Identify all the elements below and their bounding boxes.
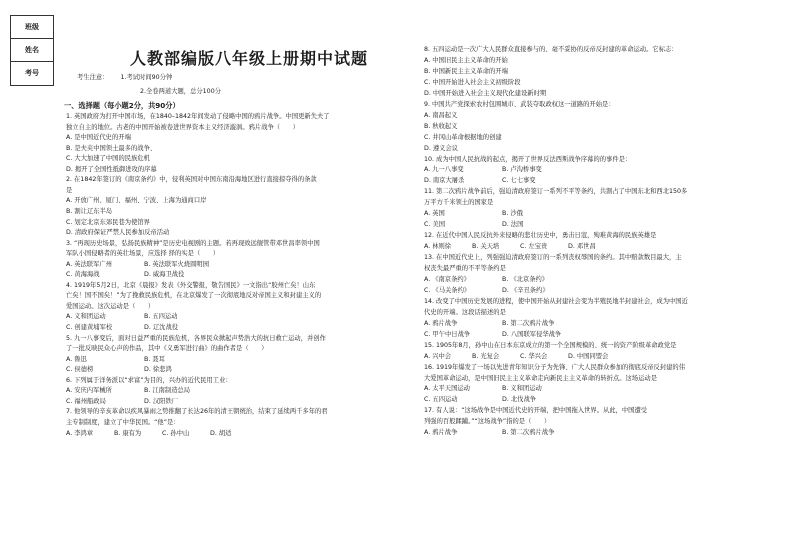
right-q4-option[interactable]: A. 英国 bbox=[424, 210, 445, 218]
right-q8-option[interactable]: A. 兴中会 bbox=[424, 352, 452, 360]
right-q1-option[interactable]: B. 中国新民主主义革命的开端 bbox=[424, 67, 508, 75]
left-question-3-text: 军队小国侵略者的英壮场景，应选择 择的实是（ ） bbox=[66, 250, 220, 258]
left-question-7-text: 7. 他领导的辛亥革命以疾风暴雨之势推翻了长达26年的清王朝统治，结束了延续两千多年的君 bbox=[66, 408, 328, 416]
left-q2-option[interactable]: D. 清政府保证严禁人民参加反帝活动 bbox=[66, 229, 170, 237]
right-q4-option[interactable]: B. 沙俄 bbox=[502, 210, 523, 218]
right-q6-option[interactable]: D. 《辛丑条约》 bbox=[502, 286, 549, 294]
right-q7-option[interactable]: D. 八国联军侵华战争 bbox=[502, 330, 562, 338]
left-question-3-text: 3. “再现历史场景，弘扬民族精神”是历史电视剧的主题。若再现致远舰管带邓世昌率领中国 bbox=[66, 239, 320, 247]
right-q7-option[interactable]: C. 甲午中日战争 bbox=[424, 330, 471, 338]
right-q3-option[interactable]: D. 南京大屠杀 bbox=[424, 177, 465, 185]
exam-notice: 考生注意： 1.考试时间90分钟 bbox=[77, 74, 173, 81]
name-field[interactable]: 姓名 bbox=[11, 39, 53, 62]
right-question-9-text: 16. 1919年爆发了一场以先进青年知识分子为先锋、广大人民群众参加的彻底反帝反封建的伟 bbox=[424, 363, 686, 371]
right-q10-option[interactable]: B. 第二次鸦片战争 bbox=[502, 429, 555, 437]
left-q6-option[interactable]: A. 安庆内军械所 bbox=[66, 387, 112, 395]
right-q5-option[interactable]: A. 林则徐 bbox=[424, 243, 452, 251]
right-q8-option[interactable]: B. 光复会 bbox=[472, 352, 500, 360]
exam-notice-2: 2.全卷两道大题，总分100分 bbox=[140, 88, 221, 95]
left-question-5-text: 5. 九一八事变后，面对日益严重的民族危机，各界民众掀起声势浩大的抗日救亡运动，并创作 bbox=[66, 334, 326, 342]
right-q5-option[interactable]: B. 关天培 bbox=[472, 243, 500, 251]
right-q1-option[interactable]: A. 中国旧民主主义革命的开始 bbox=[424, 56, 508, 64]
right-q4-option[interactable]: D. 法国 bbox=[502, 221, 524, 229]
left-question-4-text: 亡矣！国不国矣！”为了挽救民族危机，在北京爆发了一次彻底地反对帝国主义和封建主义的 bbox=[66, 292, 322, 300]
right-q3-option[interactable]: A. 九一八事变 bbox=[424, 166, 464, 174]
right-q2-option[interactable]: A. 南昌起义 bbox=[424, 111, 458, 119]
left-q4-option[interactable]: D. 辽沈战役 bbox=[144, 324, 179, 331]
left-question-2-text: 2. 在1842年签订的《南京条约》中，侵利英国对中国东南沿海地区进行直接掠夺得的条款 bbox=[66, 176, 317, 184]
right-q5-option[interactable]: C. 左宝贵 bbox=[520, 243, 548, 251]
right-question-7-text: 代史的开端。这段话描述的是 bbox=[424, 308, 506, 316]
left-q6-option[interactable]: B. 江南制造总局 bbox=[144, 387, 191, 395]
right-question-10-text: 17. 有人说：“这场战争是中国近代史的开端，把中国拖入世界。从此，中国遭受 bbox=[424, 407, 648, 415]
left-q7-option[interactable]: A. 李鸿章 bbox=[66, 429, 94, 437]
right-q9-option[interactable]: A. 太平天国运动 bbox=[424, 385, 470, 393]
section-heading: 一、选择题（每小题2分，共90分） bbox=[64, 101, 180, 110]
right-question-10-text: 列强的百般蹂躏。”“这场战争”指的是（ ） bbox=[424, 418, 551, 426]
right-q7-option[interactable]: A. 鸦片战争 bbox=[424, 319, 458, 327]
left-question-7-text: 主专制制度，建立了中华民国。“他”是： bbox=[66, 418, 180, 426]
left-q7-option[interactable]: D. 胡适 bbox=[210, 429, 232, 437]
left-q6-option[interactable]: D. 汉阳铁厂 bbox=[144, 397, 179, 405]
left-question-6-text: 6. 下列属于洋务派以“求富”为目的，兴办的近代民用工业： bbox=[66, 376, 232, 384]
right-q3-option[interactable]: C. 七七事变 bbox=[502, 177, 536, 185]
left-q3-option[interactable]: A. 英法联军广州 bbox=[66, 260, 112, 268]
right-question-9-text: 大爱国革命运动，是中国旧民主主义革命走向新民主主义革命的转折点。这场运动是 bbox=[424, 374, 657, 382]
right-question-8-text: 15. 1905年8月，孙中山在日本东京成立的第一个全国规模的、统一的资产阶级革命政党是 bbox=[424, 341, 677, 349]
left-question-1-text: 独立自主的地位。古老的中国开始被卷进世界资本主义经济漩涡。鸦片战争（ ） bbox=[66, 123, 299, 131]
right-question-5-text: 12. 在近代中国人民反抗外来侵略的悲壮历史中，勇击日寇，殉难黄海的民族英雄是 bbox=[424, 232, 657, 240]
left-q5-option[interactable]: B. 聂耳 bbox=[144, 355, 165, 363]
left-q1-option[interactable]: D. 揭开了全国性抵御进攻的序幕 bbox=[66, 165, 157, 173]
left-q5-option[interactable]: C. 侯德榜 bbox=[66, 366, 94, 374]
left-q5-option[interactable]: A. 鲁迅 bbox=[66, 355, 87, 363]
left-q3-option[interactable]: C. 黄海海战 bbox=[66, 271, 100, 279]
right-q1-option[interactable]: C. 中国开始进入社会主义初级阶段 bbox=[424, 78, 521, 86]
left-q7-option[interactable]: B. 康有为 bbox=[114, 429, 142, 437]
right-question-4-text: 万平方千米领土的国家是 bbox=[424, 199, 494, 207]
right-q6-option[interactable]: A. 《南京条约》 bbox=[424, 275, 470, 283]
left-q3-option[interactable]: D. 威海卫战役 bbox=[144, 271, 185, 279]
left-q2-option[interactable]: B. 割让辽东半岛 bbox=[66, 207, 113, 215]
left-question-4-text: 4. 1919年5月2日，北京《晨报》发表《外交警报，敬告国民》一文指出“胶州亡矣！山东 bbox=[66, 281, 316, 289]
left-question-2-text: 是 bbox=[66, 186, 73, 194]
right-q6-option[interactable]: C. 《马关条约》 bbox=[424, 286, 471, 294]
right-q3-option[interactable]: B. 卢沟桥事变 bbox=[502, 166, 542, 174]
right-q9-option[interactable]: D. 北伐战争 bbox=[502, 396, 537, 404]
left-q2-option[interactable]: A. 开放广州、厦门、福州、宁波、上海为通商口岸 bbox=[66, 197, 207, 205]
right-q9-option[interactable]: C. 五四运动 bbox=[424, 396, 458, 404]
right-q7-option[interactable]: B. 第二次鸦片战争 bbox=[502, 319, 555, 327]
left-q1-option[interactable]: B. 是夫夹中国领土最多的战争、 bbox=[66, 144, 157, 152]
left-q1-option[interactable]: C. 大大加速了中国的民族危机 bbox=[66, 155, 150, 163]
left-q4-option[interactable]: B. 五四运动 bbox=[144, 313, 178, 321]
left-question-4-text: 爱国运动。这次运动是（ ） bbox=[66, 302, 155, 310]
exam-id-field[interactable]: 考号 bbox=[25, 69, 39, 77]
left-q2-option[interactable]: C. 划定北京东郊民巷为使馆界 bbox=[66, 218, 150, 226]
right-q9-option[interactable]: B. 义和团运动 bbox=[502, 385, 542, 393]
right-q4-option[interactable]: C. 美国 bbox=[424, 221, 445, 229]
student-info-box bbox=[10, 15, 54, 86]
right-q8-option[interactable]: C. 华兴会 bbox=[520, 352, 548, 360]
class-field[interactable]: 班级 bbox=[11, 16, 53, 39]
left-q7-option[interactable]: C. 孙中山 bbox=[162, 429, 190, 437]
left-q1-option[interactable]: A. 是中国近代史的开端 bbox=[66, 134, 131, 142]
right-q2-option[interactable]: D. 遵义会议 bbox=[424, 144, 459, 152]
right-q5-option[interactable]: D. 邓世昌 bbox=[568, 243, 596, 251]
right-question-6-text: 权丧失最严重的不平等条约是 bbox=[424, 265, 506, 272]
left-q4-option[interactable]: C. 创建黄埔军校 bbox=[66, 324, 113, 331]
left-q3-option[interactable]: B. 英法联军火烧圆明园 bbox=[144, 260, 209, 268]
right-q8-option[interactable]: D. 中国同盟会 bbox=[568, 352, 609, 360]
right-question-2-text: 9. 中国共产党探索农村包围城市、武装夺取政权这一道路的开始是： bbox=[424, 100, 615, 108]
right-question-3-text: 10. 成为中国人民抗战的起点，揭开了世界反法西斯战争序幕的的事件是： bbox=[424, 155, 632, 163]
left-q6-option[interactable]: C. 福州船政局 bbox=[66, 397, 106, 405]
page-title: 人教部编版八年级上册期中试题 bbox=[130, 49, 369, 68]
right-question-4-text: 11. 第二次鸦片战争前后，强迫清政府签订一系列不平等条约，共割占了中国东北和西北150多 bbox=[424, 188, 688, 196]
left-question-1-text: 1. 英国政府为打开中国市场，在1840–1842年间发动了侵略中国的鸦片战争。中国更新失夫了 bbox=[66, 113, 330, 120]
right-q2-option[interactable]: B. 秋收起义 bbox=[424, 122, 458, 130]
right-q6-option[interactable]: B. 《北京条约》 bbox=[502, 275, 549, 283]
left-q4-option[interactable]: A. 义和团运动 bbox=[66, 313, 106, 321]
right-question-7-text: 14. 改变了中国历史发展的进程，使中国开始从封建社会变为半殖民地半封建社会，成为中国近 bbox=[424, 297, 688, 305]
right-q10-option[interactable]: A. 鸦片战争 bbox=[424, 429, 458, 437]
left-q5-option[interactable]: D. 徐悲鸿 bbox=[144, 366, 172, 374]
right-q1-option[interactable]: D. 中国开始进入社会主义现代化建设新时期 bbox=[424, 89, 547, 97]
left-question-5-text: 了一批反映民众心声的作品，其中《义勇军进行曲》的曲作者是（ ） bbox=[66, 345, 268, 353]
right-question-6-text: 13. 在中国近代史上，列强强迫清政府签订的一系列丧权辱国的条约。其中赔款数目最大，主 bbox=[424, 254, 682, 262]
right-question-1-text: 8. 五四运动是一次广大人民群众直接参与的、毫不妥协的反帝反封建的革命运动。它标志： bbox=[424, 46, 678, 53]
right-q2-option[interactable]: C. 井冈山革命根据地的创建 bbox=[424, 133, 502, 141]
